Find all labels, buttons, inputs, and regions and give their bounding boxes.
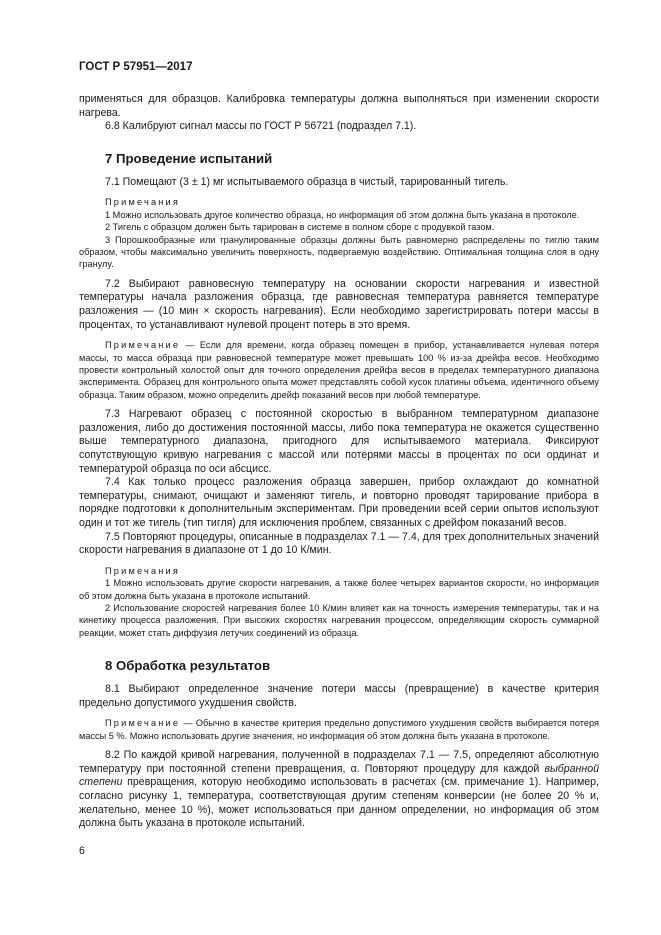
- note-1: 1 Можно использовать другое количество образца, но информация об этом должна быть указана в протоколе.: [105, 209, 580, 220]
- paragraph-7-1: 7.1 Помещают (3 ± 1) мг испытываемого образца в чистый, тарированный тигель.: [105, 175, 509, 188]
- note-2: 2 Тигель с образцом должен быть тарирован в системе в полном сборе с продувкой газом.: [105, 222, 495, 233]
- note-7-2: [79, 339, 599, 401]
- paragraph-7-2: 7.2 Выбирают равновесную температуру на основании скорости нагревания и известной температуры начала разложения образца, где равновесная температура равняется температуре разложения — (10 мин × скорость нагревания). Если необходимо зарегистрировать потери массы в процентах, то устанавливают нулевой процент потерь в это время.: [79, 277, 599, 331]
- page-content: [79, 93, 599, 831]
- note-3: 3 Порошкообразные или гранулированные образцы должны быть равномерно распределены по тиглю таким образом, чтобы максимально увеличить поверхность, подвергаемую воздействию. Оптимальная толщина слоя в одну гранулу.: [79, 234, 599, 270]
- note-2-2: 2 Использование скоростей нагревания более 10 К/мин влияет как на точность измерения температуры, так и на кинетику процесса разложения. При высоких скоростях нагревания процессом, определяющим скорость суммарной реакции, может стать диффузия летучих соединений из образца.: [79, 602, 599, 638]
- paragraph-8-2: 8.2 По каждой кривой нагревания, полученной в подразделах 7.1 — 7.5, определяют абсолютную температуру при постоянной степени превращения, α. Повторяют процедуру для каждой выбранной степени превращения, которую необходимо использовать в расчетах (см. примечание 1). Например, согласно рисунку 1, температура, соответствующая другим степеням конверсии (не более 20 % и, желательно, менее 10 %), может использоваться при данном определении, но информация об этом должна быть указана в протоколе испытаний.: [79, 749, 599, 830]
- notes-label: Примечания: [105, 197, 181, 208]
- document-code-header: ГОСТ Р 57951—2017: [79, 61, 193, 73]
- page-number: 6: [79, 845, 85, 857]
- paragraph-continued: применяться для образцов. Калибровка температуры должна выполняться при изменении скорости нагрева.: [79, 93, 599, 119]
- note-2-1: 1 Можно использовать другие скорости нагревания, а также более четырех вариантов скорости, но информация об этом должна быть указана в протоколе испытаний.: [79, 578, 599, 601]
- note-8-1: [79, 717, 599, 742]
- note-label: Примечание: [105, 340, 181, 351]
- section-7-title: 7 Проведение испытаний: [105, 150, 273, 166]
- section-8-title: 8 Обработка результатов: [105, 658, 271, 674]
- paragraph-7-5: 7.5 Повторяют процедуры, описанные в подразделах 7.1 — 7.4, для трех дополнительных значений скорости нагревания в диапазоне от 1 до 10 К/мин.: [79, 530, 599, 557]
- paragraph-7-3: 7.3 Нагревают образец с постоянной скоростью в выбранном температурном диапазоне разложения, либо до достижения постоянной массы, либо пока температура не окажется существенно выше температурного диапазона, пригодного для испытываемого материала. Фиксируют сопутствующую кривую нагревания с массой или потерями массы в процентах по оси ординат и температурой образца по оси абсцисс.: [79, 408, 599, 475]
- note-text: — Если для времени, когда образец помещен в прибор, устанавливается нулевая потеря массы, то масса образца при равновесной температуре может превышать 100 % из-за дрейфа весов. Необходимо провести контрольный холостой опыт для точного определения дрейфа весов в пределах температурного диапазона эксперимента. Образец для контрольного опыта может представлять собой кусок платины объема, идентичного объему образца. Таким образом, можно определить дрейф показаний весов при любой температуре.: [79, 340, 599, 400]
- note-text: — Обычно в качестве критерия предельно допустимого ухудшения свойств выбирается потеря массы 5 %. Можно использовать другие значения, но информация об этом должна быть указана в протоколе.: [79, 718, 599, 741]
- emphasis-text: выбранной степени: [79, 762, 599, 789]
- notes-label-2: Примечания: [105, 565, 181, 576]
- paragraph-8-1: 8.1 Выбирают определенное значение потери массы (превращение) в качестве критерия предельно допустимого ухудшения свойств.: [79, 683, 599, 709]
- paragraph-6-8: 6.8 Калибруют сигнал массы по ГОСТ Р 56721 (подраздел 7.1).: [105, 120, 417, 133]
- paragraph-7-4: 7.4 Как только процесс разложения образца завершен, прибор охлаждают до комнатной температуры, снимают, очищают и заменяют тигель, и повторно проводят тарирование прибора в порядке подготовки к дополнительным экспериментам. При проведении всей серии опытов используют один и тот же тигель (тип тигля) для исключения проблем, связанных с дрейфом показаний весов.: [79, 476, 599, 529]
- note-label: Примечание: [105, 718, 181, 729]
